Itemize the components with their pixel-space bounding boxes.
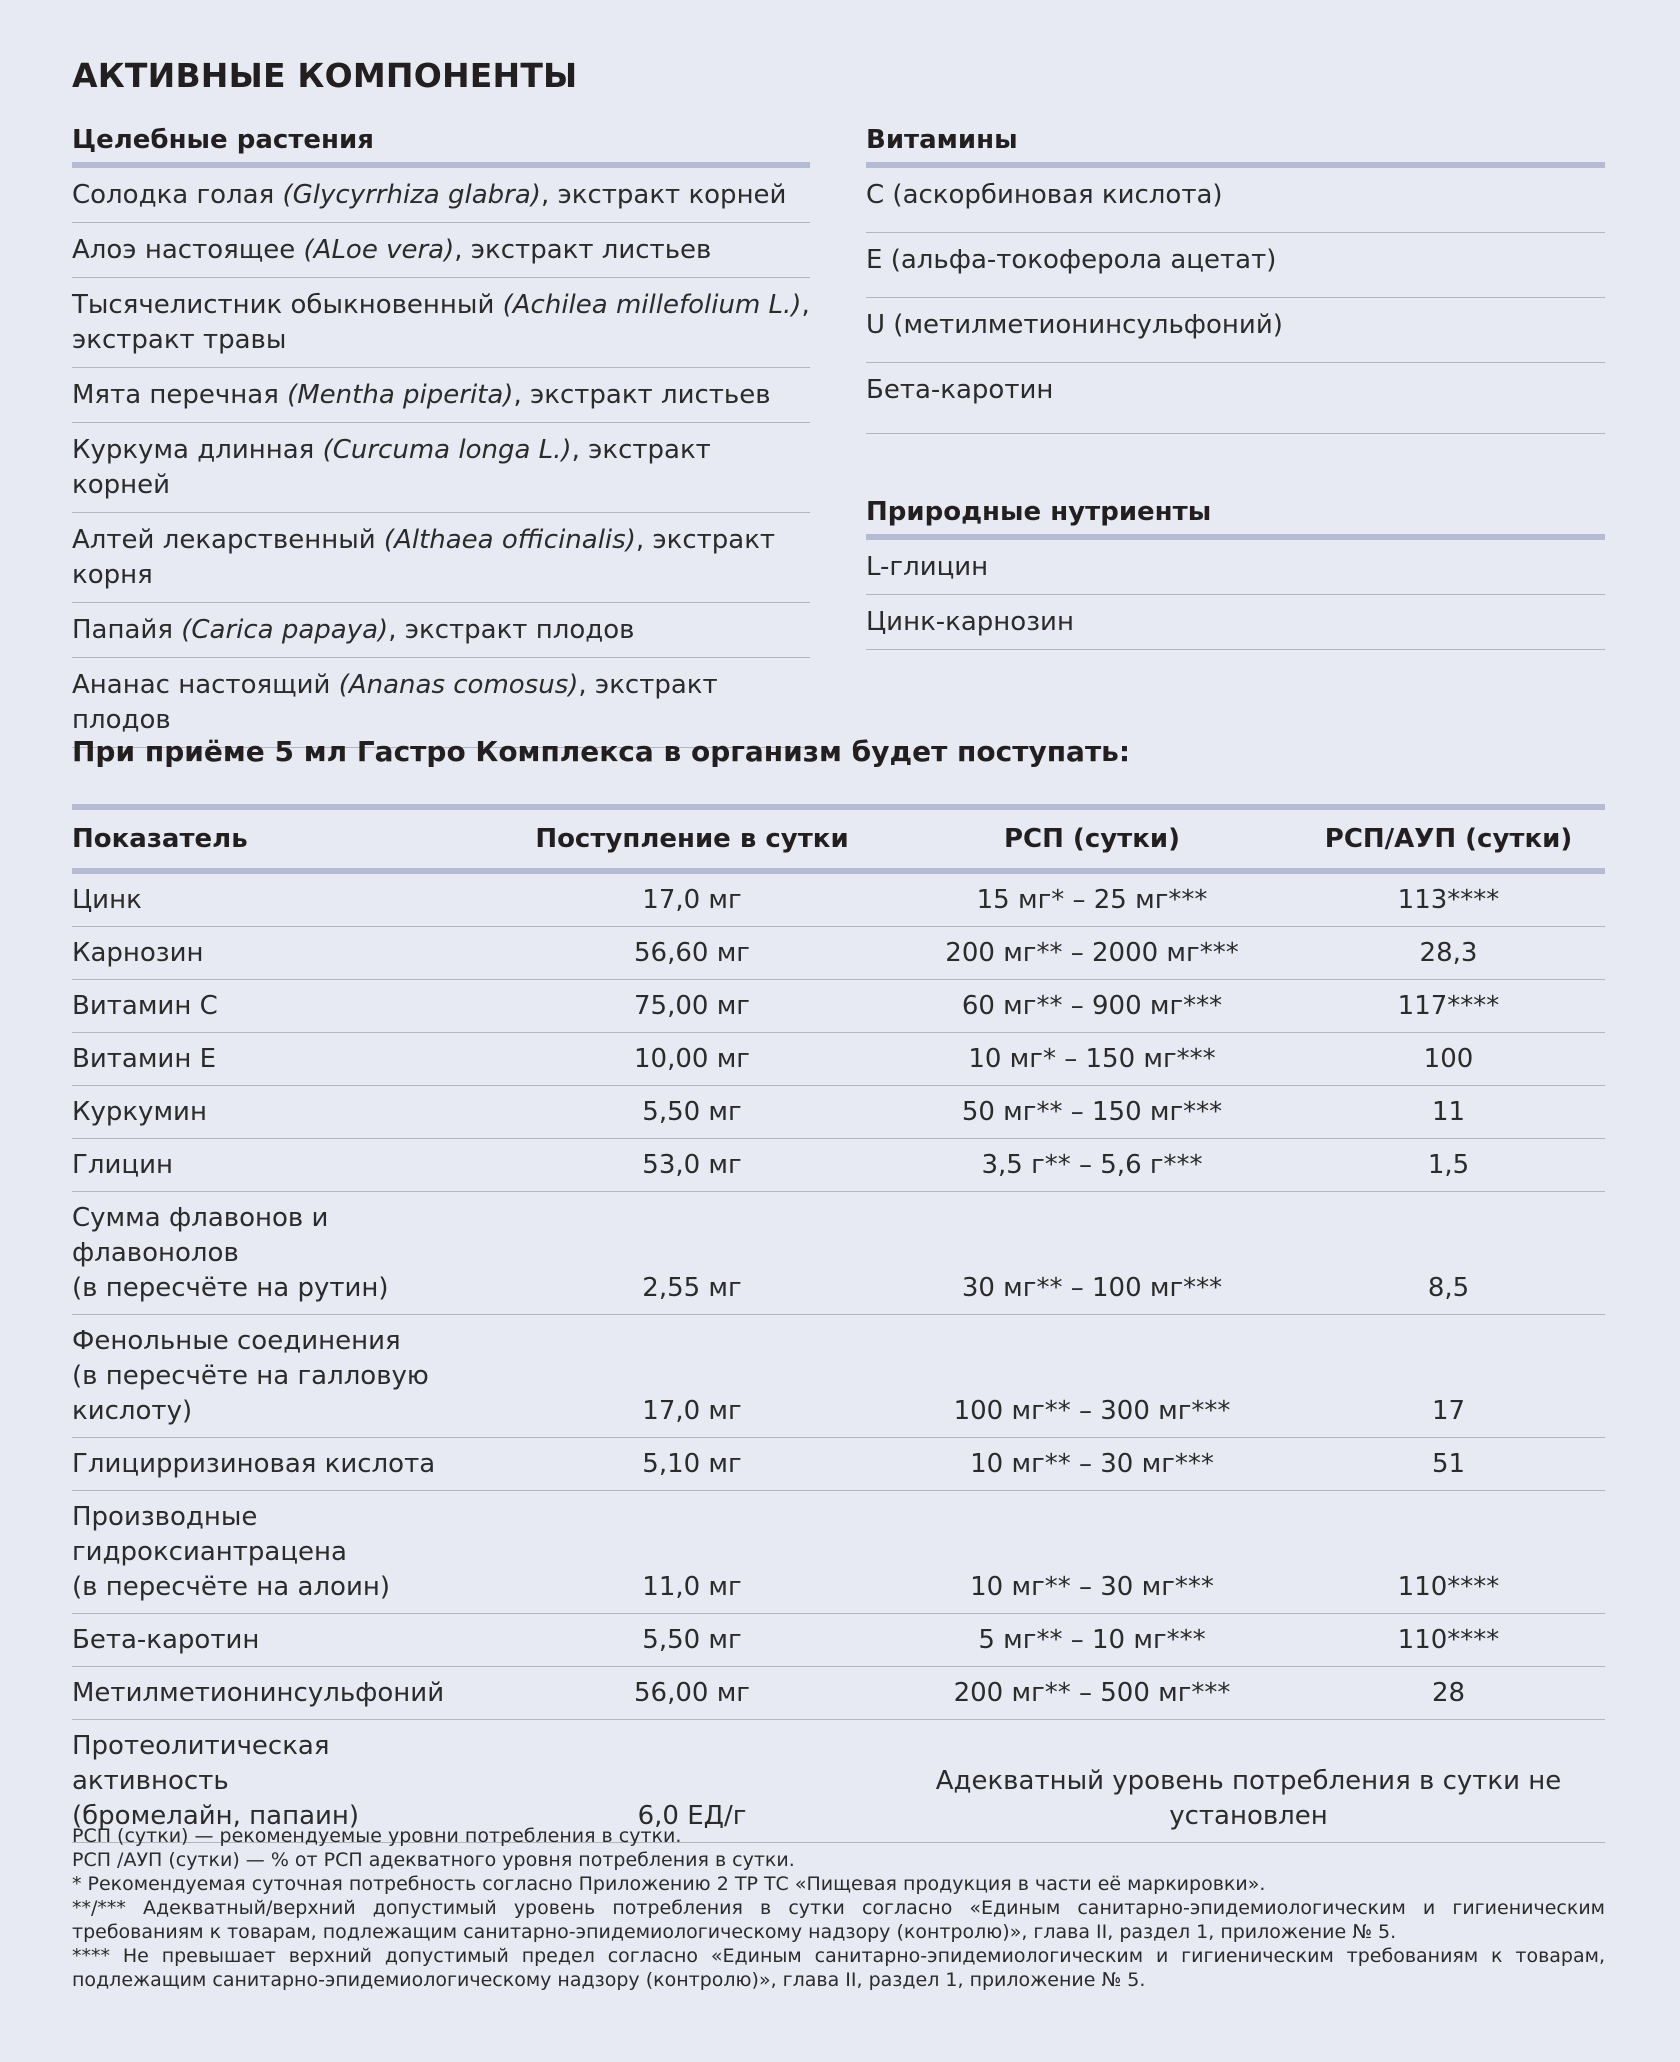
herb-item bbox=[72, 223, 810, 278]
herbs-heading: Целебные растения bbox=[72, 118, 810, 168]
rsp-aup-cell: 11 bbox=[1292, 1086, 1605, 1139]
herb-latin-name: (Ananas comosus) bbox=[338, 670, 579, 700]
rsp-cell: 200 мг** – 500 мг*** bbox=[892, 1667, 1292, 1720]
rsp-cell: 5 мг** – 10 мг*** bbox=[892, 1614, 1292, 1667]
rsp-cell: 100 мг** – 300 мг*** bbox=[892, 1315, 1292, 1438]
herb-part: , экстракт листьев bbox=[454, 235, 712, 265]
herb-name: Папайя bbox=[72, 615, 182, 645]
herb-part: , экстракт листьев bbox=[513, 380, 771, 410]
vitamin-item: Бета-каротин bbox=[866, 363, 1605, 434]
herb-name: Солодка голая bbox=[72, 180, 283, 210]
vitamin-item: С (аскорбиновая кислота) bbox=[866, 168, 1605, 233]
herb-item bbox=[72, 168, 810, 223]
vitamin-item: Е (альфа-токоферола ацетат) bbox=[866, 233, 1605, 298]
footnote: РСП (сутки) — рекомендуемые уровни потребления в сутки. bbox=[72, 1825, 682, 1847]
rsp-aup-cell: 17 bbox=[1292, 1315, 1605, 1438]
herb-part: , экстракт плодов bbox=[388, 615, 635, 645]
intake-table bbox=[72, 804, 1605, 1843]
intake-heading: При приёме 5 мл Гастро Комплекса в организм будет поступать: bbox=[72, 735, 1131, 768]
rsp-cell: 10 мг** – 30 мг*** bbox=[892, 1491, 1292, 1614]
indicator-cell: Витамин Е bbox=[72, 1033, 492, 1086]
daily-intake-cell: 17,0 мг bbox=[492, 1315, 892, 1438]
daily-intake-cell: 56,60 мг bbox=[492, 927, 892, 980]
herb-item bbox=[72, 603, 810, 658]
herb-latin-name: (ALoe vera) bbox=[303, 235, 455, 265]
indicator-cell: Куркумин bbox=[72, 1086, 492, 1139]
herb-item bbox=[72, 513, 810, 603]
herb-item bbox=[72, 423, 810, 513]
herb-latin-name: (Achilea millefolium L.) bbox=[502, 290, 802, 320]
nutrients-heading: Природные нутриенты bbox=[866, 490, 1605, 540]
table-row bbox=[72, 871, 1605, 927]
daily-intake-cell: 11,0 мг bbox=[492, 1491, 892, 1614]
daily-intake-cell: 5,10 мг bbox=[492, 1438, 892, 1491]
rsp-aup-cell: 110**** bbox=[1292, 1614, 1605, 1667]
rsp-cell: 3,5 г** – 5,6 г*** bbox=[892, 1139, 1292, 1192]
footnote: * Рекомендуемая суточная потребность согласно Приложению 2 ТР ТС «Пищевая продукция в части её маркировки». bbox=[72, 1873, 1266, 1895]
daily-intake-cell: 17,0 мг bbox=[492, 871, 892, 927]
indicator-cell: Производные гидроксиантрацена (в пересчёте на алоин) bbox=[72, 1491, 492, 1614]
nutrients-list bbox=[866, 540, 1605, 650]
footnotes bbox=[72, 1824, 1605, 1992]
herb-part: , экстракт плодов bbox=[72, 670, 718, 735]
rsp-aup-cell: 100 bbox=[1292, 1033, 1605, 1086]
rsp-cell: 10 мг* – 150 мг*** bbox=[892, 1033, 1292, 1086]
herb-latin-name: (Althaea officinalis) bbox=[383, 525, 636, 555]
rsp-cell: 15 мг* – 25 мг*** bbox=[892, 871, 1292, 927]
column-header-daily-intake: Поступление в сутки bbox=[492, 807, 892, 871]
herb-part: , экстракт корня bbox=[72, 525, 776, 590]
daily-intake-cell: 56,00 мг bbox=[492, 1667, 892, 1720]
table-row bbox=[72, 1491, 1605, 1614]
herb-latin-name: (Curcuma longa L.) bbox=[322, 435, 572, 465]
vitamin-item: U (метилметионинсульфоний) bbox=[866, 298, 1605, 363]
table-row bbox=[72, 1086, 1605, 1139]
rsp-cell: 50 мг** – 150 мг*** bbox=[892, 1086, 1292, 1139]
rsp-aup-cell: 110**** bbox=[1292, 1491, 1605, 1614]
rsp-aup-cell: 28,3 bbox=[1292, 927, 1605, 980]
daily-intake-cell: 5,50 мг bbox=[492, 1614, 892, 1667]
table-row bbox=[72, 927, 1605, 980]
herb-name: Алоэ настоящее bbox=[72, 235, 304, 265]
herb-name: Алтей лекарственный bbox=[72, 525, 384, 555]
herb-part: , экстракт корней bbox=[540, 180, 787, 210]
rsp-aup-cell: 51 bbox=[1292, 1438, 1605, 1491]
rsp-aup-cell: 28 bbox=[1292, 1667, 1605, 1720]
herb-name: Мята перечная bbox=[72, 380, 288, 410]
vitamins-heading: Витамины bbox=[866, 118, 1605, 168]
herb-name: Тысячелистник обыкновенный bbox=[72, 290, 503, 320]
nutrient-item: Цинк-карнозин bbox=[866, 595, 1605, 650]
not-established-note: Адекватный уровень потребления в сутки не установлен bbox=[892, 1720, 1605, 1843]
nutrient-item: L-глицин bbox=[866, 540, 1605, 595]
table-row bbox=[72, 1033, 1605, 1086]
herb-latin-name: (Carica papaya) bbox=[181, 615, 389, 645]
footnote: **/*** Адекватный/верхний допустимый уровень потребления в сутки согласно «Единым санитарно-эпидемиологическим и гигиеническим требованиям к товарам, подлежащим санитарно-эпидемиологическому надзору (контролю)», глава II, раздел 1, приложение № 5. bbox=[72, 1897, 1605, 1943]
rsp-aup-cell: 113**** bbox=[1292, 871, 1605, 927]
herb-part: , экстракт корней bbox=[72, 435, 711, 500]
table-row bbox=[72, 1192, 1605, 1315]
table-row bbox=[72, 980, 1605, 1033]
daily-intake-cell: 6,0 ЕД/г bbox=[492, 1720, 892, 1843]
table-row bbox=[72, 1315, 1605, 1438]
rsp-cell: 60 мг** – 900 мг*** bbox=[892, 980, 1292, 1033]
daily-intake-cell: 2,55 мг bbox=[492, 1192, 892, 1315]
indicator-cell: Витамин С bbox=[72, 980, 492, 1033]
indicator-cell: Бета-каротин bbox=[72, 1614, 492, 1667]
right-column bbox=[866, 118, 1605, 650]
daily-intake-cell: 10,00 мг bbox=[492, 1033, 892, 1086]
indicator-cell: Карнозин bbox=[72, 927, 492, 980]
daily-intake-cell: 53,0 мг bbox=[492, 1139, 892, 1192]
rsp-aup-cell: 8,5 bbox=[1292, 1192, 1605, 1315]
daily-intake-cell: 75,00 мг bbox=[492, 980, 892, 1033]
column-header-rsp-aup: РСП/АУП (сутки) bbox=[1292, 807, 1605, 871]
herb-item bbox=[72, 278, 810, 368]
column-header-rsp: РСП (сутки) bbox=[892, 807, 1292, 871]
herb-latin-name: (Mentha piperita) bbox=[287, 380, 514, 410]
rsp-cell: 10 мг** – 30 мг*** bbox=[892, 1438, 1292, 1491]
indicator-cell: Глицин bbox=[72, 1139, 492, 1192]
indicator-cell: Фенольные соединения (в пересчёте на галловую кислоту) bbox=[72, 1315, 492, 1438]
rsp-aup-cell: 1,5 bbox=[1292, 1139, 1605, 1192]
rsp-aup-cell: 117**** bbox=[1292, 980, 1605, 1033]
table-row bbox=[72, 1139, 1605, 1192]
herbs-section bbox=[72, 118, 810, 748]
vitamins-list bbox=[866, 168, 1605, 434]
page-title: АКТИВНЫЕ КОМПОНЕНТЫ bbox=[72, 56, 578, 95]
indicator-cell: Цинк bbox=[72, 871, 492, 927]
column-header-indicator: Показатель bbox=[72, 807, 492, 871]
table-row bbox=[72, 1614, 1605, 1667]
indicator-cell: Протеолитическая активность (бромелайн, папаин) bbox=[72, 1720, 492, 1843]
indicator-cell: Глицирризиновая кислота bbox=[72, 1438, 492, 1491]
footnote: **** Не превышает верхний допустимый предел согласно «Единым санитарно-эпидемиологическим и гигиеническим требованиям к товарам, подлежащим санитарно-эпидемиологическому надзору (контролю)», глава II, раздел 1, приложение № 5. bbox=[72, 1945, 1605, 1991]
herb-part: , экстракт травы bbox=[72, 290, 810, 355]
intake-table-body bbox=[72, 871, 1605, 1843]
footnote: РСП /АУП (сутки) — % от РСП адекватного уровня потребления в сутки. bbox=[72, 1849, 795, 1871]
indicator-cell: Метилметионинсульфоний bbox=[72, 1667, 492, 1720]
herb-item bbox=[72, 368, 810, 423]
indicator-cell: Сумма флавонов и флавонолов (в пересчёте на рутин) bbox=[72, 1192, 492, 1315]
daily-intake-cell: 5,50 мг bbox=[492, 1086, 892, 1139]
herbs-list bbox=[72, 168, 810, 748]
intake-header-row bbox=[72, 807, 1605, 871]
rsp-cell: 200 мг** – 2000 мг*** bbox=[892, 927, 1292, 980]
herb-name: Ананас настоящий bbox=[72, 670, 339, 700]
table-row bbox=[72, 1667, 1605, 1720]
herb-latin-name: (Glycyrrhiza glabra) bbox=[282, 180, 541, 210]
table-row bbox=[72, 1438, 1605, 1491]
rsp-cell: 30 мг** – 100 мг*** bbox=[892, 1192, 1292, 1315]
herb-name: Куркума длинная bbox=[72, 435, 323, 465]
